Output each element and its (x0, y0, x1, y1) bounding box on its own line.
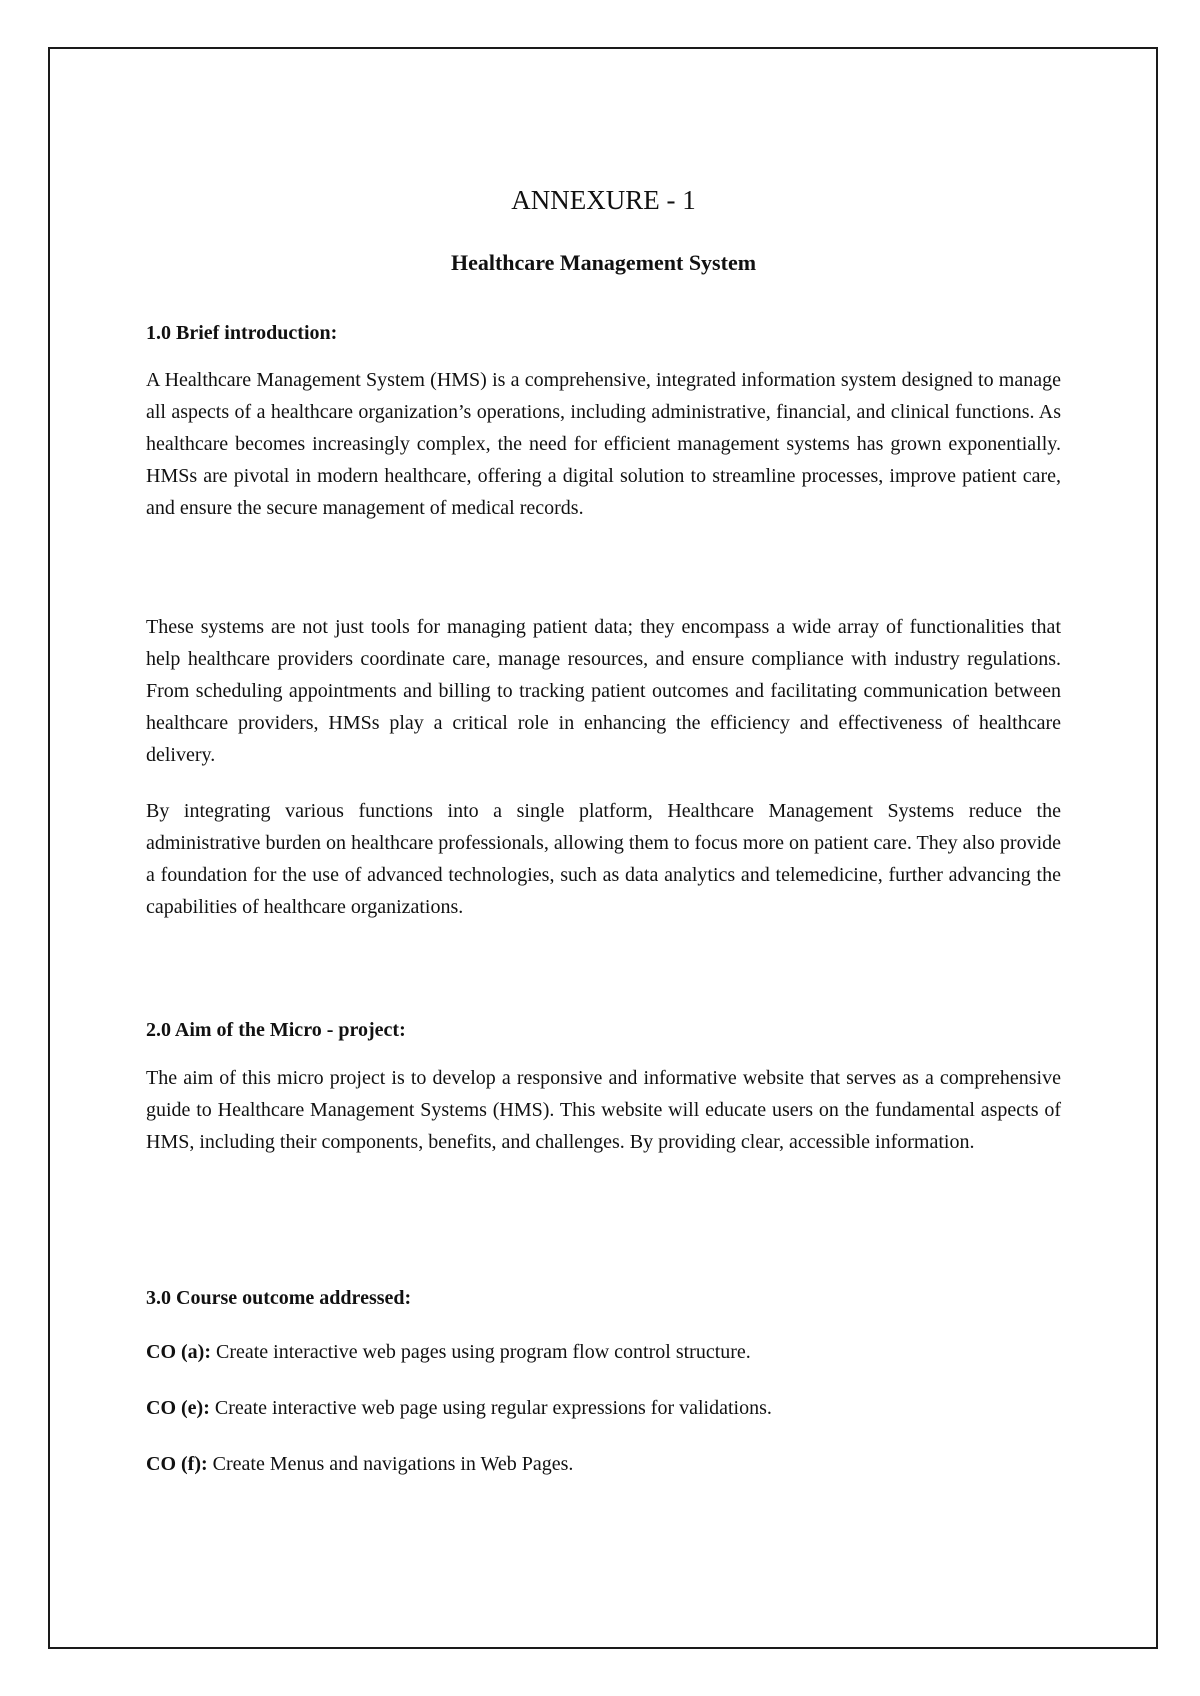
course-outcome-label: CO (e): (146, 1397, 210, 1419)
course-outcome-item (146, 1338, 1061, 1366)
intro-paragraph-3: By integrating various functions into a single platform, Healthcare Management Systems reduce the administrative burden on healthcare professionals, allowing them to focus more on patient care. They also provide a foundation for the use of advanced technologies, such as data analytics and telemedicine, further advancing the capabilities of healthcare organizations. (146, 800, 1061, 918)
intro-paragraph-1: A Healthcare Management System (HMS) is a comprehensive, integrated information system designed to manage all aspects of a healthcare organization’s operations, including administrative, financial, and clinical functions. As healthcare becomes increasingly complex, the need for efficient management systems has grown exponentially. HMSs are pivotal in modern healthcare, offering a digital solution to streamline processes, improve patient care, and ensure the secure management of medical records. (146, 369, 1061, 519)
section-heading-aim: 2.0 Aim of the Micro - project: (146, 1019, 406, 1041)
course-outcome-label: CO (f): (146, 1453, 208, 1475)
document-title: ANNEXURE - 1 (511, 185, 696, 215)
course-outcome-text: Create interactive web page using regular expressions for validations. (214, 1397, 772, 1419)
course-outcome-text: Create Menus and navigations in Web Pages. (212, 1453, 574, 1475)
course-outcome-label: CO (a): (146, 1341, 211, 1363)
course-outcome-text: Create interactive web pages using program flow control structure. (215, 1341, 751, 1363)
section-heading-intro: 1.0 Brief introduction: (146, 322, 338, 344)
aim-paragraph: The aim of this micro project is to develop a responsive and informative website that serves as a comprehensive guide to Healthcare Management Systems (HMS). This website will educate users on the fundamental aspects of HMS, including their components, benefits, and challenges. By providing clear, accessible information. (146, 1067, 1061, 1153)
document-subtitle: Healthcare Management System (450, 250, 757, 275)
section-heading-outcomes: 3.0 Course outcome addressed: (146, 1287, 412, 1309)
intro-paragraph-2: These systems are not just tools for managing patient data; they encompass a wide array of functionalities that help healthcare providers coordinate care, manage resources, and ensure compliance with industry regulations. From scheduling appointments and billing to tracking patient outcomes and facilitating communication between healthcare providers, HMSs play a critical role in enhancing the efficiency and effectiveness of healthcare delivery. (146, 616, 1061, 766)
course-outcome-item (146, 1394, 1061, 1422)
course-outcome-item (146, 1450, 1061, 1478)
